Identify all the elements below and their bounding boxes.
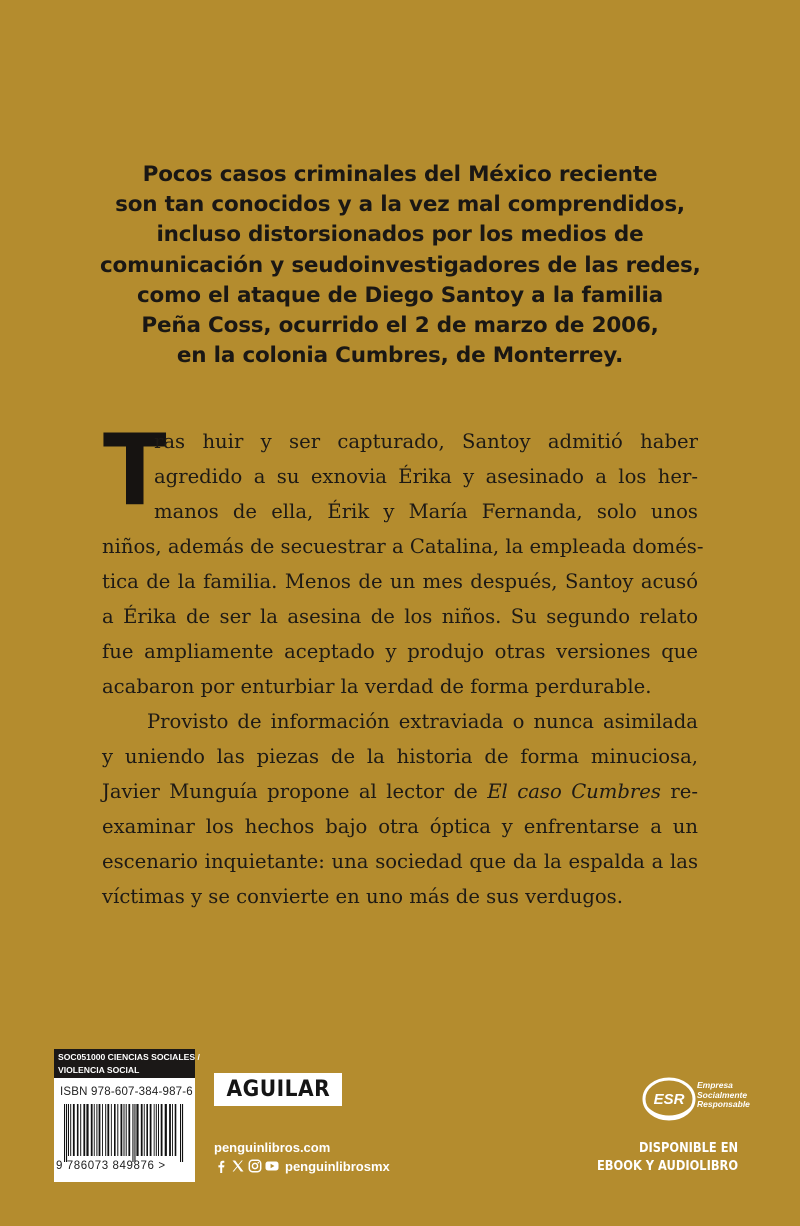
barcode-bar	[144, 1104, 145, 1156]
body-line: niños, además de secuestrar a Catalina, la empleada domés-	[102, 535, 704, 558]
instagram-icon[interactable]	[248, 1159, 262, 1173]
barcode-bar	[117, 1104, 118, 1156]
availability-note: DISPONIBLE EN EBOOK Y AUDIOLIBRO	[596, 1141, 738, 1174]
barcode-bar	[141, 1104, 143, 1156]
barcode-bar	[136, 1104, 138, 1156]
barcode-bar	[102, 1104, 103, 1156]
barcode-bar	[156, 1104, 157, 1156]
intro-line: Pocos casos criminales del México reciente	[142, 162, 658, 187]
body-line: a Érika de ser la asesina de los niños. Su segundo relato	[102, 605, 698, 628]
barcode-bar	[169, 1104, 171, 1156]
intro-line: Peña Coss, ocurrido el 2 de marzo de 2006,	[141, 313, 659, 339]
barcode-bar	[111, 1104, 112, 1156]
esr-caption: Empresa Socialmente Responsable	[697, 1080, 750, 1109]
intro-blurb	[100, 160, 700, 371]
intro-line: incluso distorsionados por los medios de	[156, 222, 644, 248]
body-line: ras huir y ser capturado, Santoy admitió haber	[154, 430, 698, 453]
esr-logo-icon	[640, 1074, 698, 1124]
youtube-icon[interactable]	[265, 1159, 279, 1173]
barcode-bar	[105, 1104, 106, 1156]
barcode-bar	[134, 1104, 135, 1162]
intro-line: son tan conocidos y a la vez mal comprendidos,	[115, 192, 685, 218]
body-line: víctimas y se convierte en uno más de sus verdugos.	[102, 885, 623, 908]
barcode-bar	[94, 1104, 95, 1156]
body-line: escenario inquietante: una sociedad que da la espalda a las	[102, 850, 698, 873]
svg-text:ESR: ESR	[653, 1091, 685, 1108]
social-handle[interactable]: penguinlibrosmx	[285, 1158, 390, 1174]
social-links	[214, 1158, 390, 1174]
barcode-bar	[114, 1104, 116, 1156]
barcode-bar	[126, 1104, 127, 1156]
body-line: agredido a su exnovia Érika y asesinado a los her-	[154, 465, 698, 488]
barcode-bar	[182, 1104, 183, 1162]
barcode-bar	[96, 1104, 97, 1156]
barcode-bar	[83, 1104, 85, 1156]
barcode-bars	[62, 1104, 190, 1162]
isbn-label: ISBN 978-607-384-987-6	[60, 1086, 193, 1098]
barcode-bar	[73, 1104, 75, 1156]
body-line: examinar los hechos bajo otra óptica y enfrentarse a un	[102, 815, 698, 838]
body-line: Provisto de información extraviada o nunca asimilada	[147, 710, 698, 733]
barcode-bar	[158, 1104, 159, 1156]
barcode-bar	[91, 1104, 93, 1156]
barcode-digits: 9 786073 849876 >	[56, 1160, 166, 1172]
intro-line: comunicación y seudoinvestigadores de las redes,	[100, 252, 701, 278]
body-line: acabaron por enturbiar la verdad de forma perdurable.	[102, 675, 652, 698]
barcode-bar	[165, 1104, 167, 1156]
barcode-bar	[64, 1104, 65, 1162]
barcode-bar	[66, 1104, 67, 1162]
intro-line: como el ataque de Diego Santoy a la familia	[136, 282, 664, 308]
barcode-bar	[154, 1104, 155, 1156]
barcode-bar	[124, 1104, 125, 1156]
bisac-category: SOC051000 CIENCIAS SOCIALES / VIOLENCIA SOCIAL	[54, 1049, 195, 1078]
drop-cap: T	[103, 414, 167, 528]
book-title: El caso Cumbres	[487, 780, 661, 803]
body-line: manos de ella, Érik y María Fernanda, solo unos	[154, 500, 698, 523]
barcode-bar	[132, 1104, 133, 1162]
barcode-bar	[150, 1104, 152, 1156]
barcode-bar	[99, 1104, 101, 1156]
barcode-bar	[121, 1104, 123, 1156]
body-line: tica de la familia. Menos de un mes después, Santoy acusó	[102, 570, 698, 593]
barcode-bar	[70, 1104, 71, 1156]
x-icon[interactable]	[231, 1159, 245, 1173]
facebook-icon[interactable]	[214, 1159, 228, 1173]
barcode-bar	[107, 1104, 109, 1156]
body-line-with-title: Javier Munguía propone al lector de El caso Cumbres re-	[102, 780, 698, 803]
isbn-barcode	[54, 1078, 195, 1182]
barcode-bar	[80, 1104, 81, 1156]
barcode-bar	[146, 1104, 148, 1156]
website-link[interactable]: penguinlibros.com	[214, 1140, 331, 1155]
barcode-bar	[68, 1104, 69, 1156]
barcode-bar	[175, 1104, 177, 1156]
intro-line: en la colonia Cumbres, de Monterrey.	[176, 343, 624, 369]
barcode-bar	[86, 1104, 88, 1156]
barcode-bar	[161, 1104, 163, 1156]
body-line: fue ampliamente aceptado y produjo otras versiones que	[102, 640, 698, 663]
barcode-bar	[128, 1104, 130, 1156]
body-line: y uniendo las piezas de la historia de forma minuciosa,	[102, 745, 698, 768]
publisher-logo: AGUILAR	[214, 1073, 342, 1106]
barcode-bar	[180, 1104, 181, 1162]
barcode-bar	[172, 1104, 173, 1156]
barcode-bar	[77, 1104, 79, 1156]
